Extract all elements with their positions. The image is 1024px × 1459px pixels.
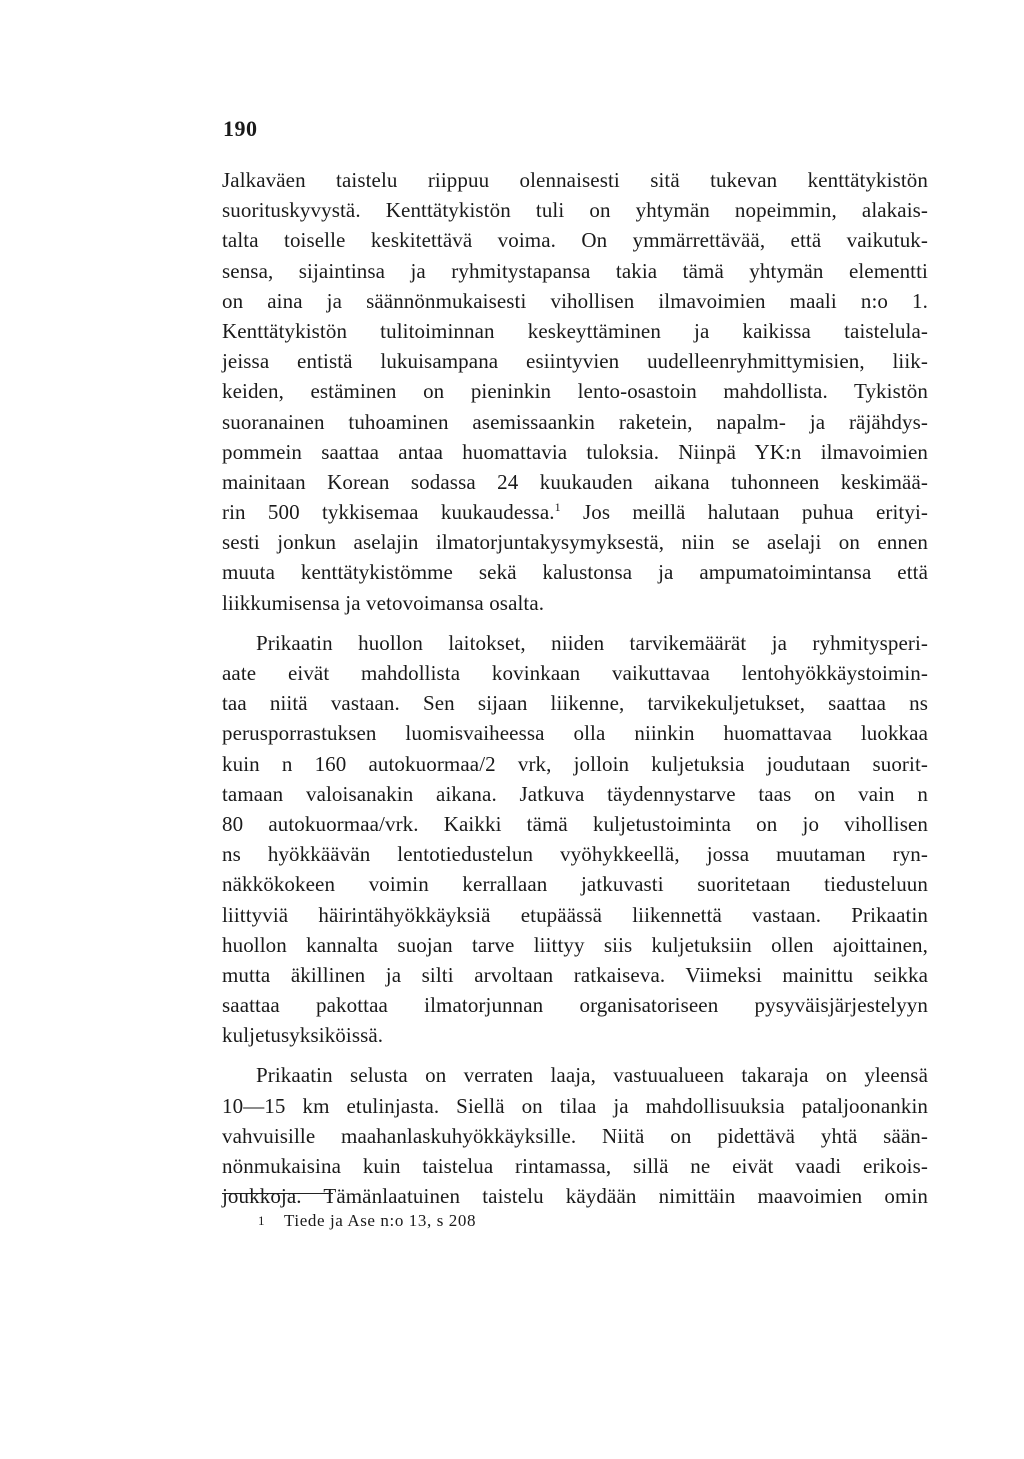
text-line: liittyviä häirintähyökkäyksiä etupäässä liikennettä vastaan. Prikaatin [222, 902, 928, 927]
paragraph-gap [222, 618, 928, 628]
text-line: Jalkaväen taistelu riippuu olennaisesti sitä tukevan kenttätykistön [222, 168, 928, 192]
text-line: perusporrastuksen luomisvaiheessa olla niinkin huomattavaa luokkaa [222, 721, 928, 746]
line-head: rin 500 tykkisemaa kuukaudessa. [222, 500, 555, 525]
text-line: muuta kenttätykistömme sekä kalustonsa ja ampumatoimintansa että [222, 560, 928, 585]
text-line: talta toiselle keskitettävä voima. On ymmärrettävää, että vaikutuk- [222, 228, 928, 253]
text-line: mainitaan Korean sodassa 24 kuukauden aikana tuhonneen keskimää- [222, 469, 928, 494]
footnote-separator [222, 1193, 333, 1194]
text-line: kuljetusyksiköissä. [222, 1023, 384, 1048]
footnote-marker: 1 [258, 1213, 266, 1228]
text-line: suoranainen tuhoaminen asemissaankin raketein, napalm- ja räjähdys- [222, 409, 928, 434]
text-line: tamaan valoisanakin aikana. Jatkuva täydennystarve taas on vain n [222, 781, 928, 806]
text-line: 80 autokuormaa/vrk. Kaikki tämä kuljetustoiminta on jo vihollisen [222, 811, 928, 836]
text-line-with-footnote [222, 497, 928, 527]
text-line: sensa, sijaintinsa ja ryhmitystapansa takia tämä yhtymän elementti [222, 258, 928, 283]
text-line: Kenttätykistön tulitoiminnan keskeyttäminen ja kaikissa taistelula- [222, 318, 928, 343]
line-tail: Jos meillä halutaan puhua erityi- [560, 500, 928, 525]
body-text [222, 165, 928, 1211]
text-line: suorituskyvystä. Kenttätykistön tuli on yhtymän nopeimmin, alakais- [222, 198, 928, 223]
text-line: jeissa entistä lukuisampana esiintyvien uudelleenryhmittymisien, liik- [222, 349, 928, 374]
text-line: näkkökokeen voimin kerrallaan jatkuvasti suoritetaan tiedusteluun [222, 872, 928, 897]
text-line: Prikaatin huollon laitokset, niiden tarvikemäärät ja ryhmitysperi- [256, 630, 928, 655]
text-line: sesti jonkun aselajin ilmatorjuntakysymyksestä, niin se aselaji on ennen [222, 530, 928, 555]
text-line: huollon kannalta suojan tarve liittyy siis kuljetuksiin ollen ajoittainen, [222, 932, 928, 957]
footnote [258, 1210, 476, 1232]
text-line: nönmukaisina kuin taistelua rintamassa, sillä ne eivät vaadi erikois- [222, 1154, 928, 1178]
text-line: on aina ja säännönmukaisesti vihollisen ilmavoimien maali n:o 1. [222, 288, 928, 313]
paragraph-2 [222, 628, 928, 1051]
text-line: 10—15 km etulinjasta. Siellä on tilaa ja mahdollisuuksia pataljoonankin [222, 1093, 928, 1118]
text-line: Prikaatin selusta on verraten laaja, vastuualueen takaraja on yleensä [256, 1063, 928, 1088]
text-line: liikkumisensa ja vetovoimansa osalta. [222, 590, 545, 615]
text-line: vahvuisille maahanlaskuhyökkäyksille. Niitä on pidettävä yhtä sään- [222, 1123, 928, 1148]
text-line: kuin n 160 autokuormaa/2 vrk, jolloin kuljetuksia joudutaan suorit- [222, 751, 928, 776]
paragraph-3 [222, 1060, 928, 1211]
text-line: ns hyökkäävän lentotiedustelun vyöhykkeellä, jossa muutaman ryn- [222, 842, 928, 867]
footnote-text: Tiede ja Ase n:o 13, s 208 [284, 1211, 477, 1230]
text-line: aate eivät mahdollista kovinkaan vaikuttavaa lentohyökkäystoimin- [222, 661, 928, 685]
text-line: joukkoja. Tämänlaatuinen taistelu käydään nimittäin maavoimien omin [222, 1184, 928, 1209]
paragraph-1 [222, 165, 928, 618]
text-line: taa niitä vastaan. Sen sijaan liikenne, tarvikekuljetukset, saattaa ns [222, 691, 928, 716]
text-line: keiden, estäminen on pieninkin lento-osastoin mahdollista. Tykistön [222, 379, 928, 404]
text-line: pommein saattaa antaa huomattavia tuloksia. Niinpä YK:n ilmavoimien [222, 439, 928, 464]
text-line: mutta äkillinen ja silti arvoltaan ratkaiseva. Viimeksi mainittu seikka [222, 962, 928, 987]
text-line: saattaa pakottaa ilmatorjunnan organisatoriseen pysyväisjärjestelyyn [222, 993, 928, 1018]
page-number: 190 [223, 116, 258, 141]
footnote-reference[interactable]: 1 [554, 500, 561, 515]
paragraph-gap [222, 1050, 928, 1060]
